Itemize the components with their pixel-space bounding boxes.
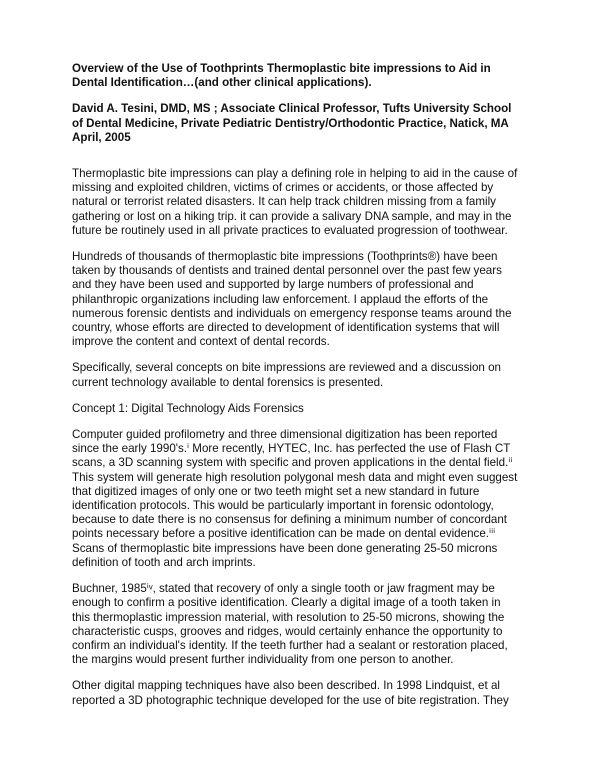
text-line: gathering or lost on a hiking trip. it can provide a salivary DNA sample, and may in the [72, 209, 512, 223]
text-line: definition of tooth and arch imprints. [72, 555, 256, 569]
text-line: Other digital mapping techniques have also been described. In 1998 Lindquist, et al [72, 679, 500, 693]
text-line: points necessary before a positive identification can be made on dental evidence.ⁱⁱⁱ [72, 527, 496, 541]
text-line: reported a 3D photographic technique developed for the use of bite registration. They [72, 693, 509, 707]
document-body [72, 167, 530, 708]
text-line: country, whose efforts are directed to development of identification systems that will [72, 321, 500, 335]
text-line: Hundreds of thousands of thermoplastic bite impressions (Toothprints®) have been [72, 250, 498, 264]
title-line: Dental Identification…(and other clinical applications). [72, 76, 372, 90]
date-line: April, 2005 [72, 130, 131, 144]
text-line: philanthropic organizations including law enforcement. I applaud the efforts of the [72, 292, 489, 306]
author-line: of Dental Medicine, Private Pediatric Dentistry/Orthodontic Practice, Natick, MA [72, 116, 509, 130]
specifically-paragraph [72, 361, 530, 389]
hundreds-paragraph [72, 250, 530, 349]
text-line: This system will generate high resolution polygonal mesh data and might even suggest [72, 470, 518, 484]
text-line: Scans of thermoplastic bite impressions have been done generating 25-50 microns [72, 541, 498, 555]
intro-paragraph [72, 167, 530, 238]
text-line: future be routinely used in all private practices to evaluated progression of toothwear. [72, 223, 508, 237]
concept-heading [72, 402, 530, 416]
text-line: numerous forensic dentists and individuals on emergency response teams around the [72, 306, 512, 320]
text-line: Buchner, 1985ⁱᵛ, stated that recovery of only a single tooth or jaw fragment may be [72, 582, 495, 596]
text-line: Concept 1: Digital Technology Aids Forensics [72, 401, 304, 415]
text-line: current technology available to dental forensics is presented. [72, 375, 384, 389]
text-line: natural or terrorist related disasters. It can help track children missing from a family [72, 195, 496, 209]
text-line: since the early 1990's.ⁱ More recently, HYTEC, Inc. has perfected the use of Flash CT [72, 442, 511, 456]
text-line: characteristic cusps, grooves and ridges, would certainly enhance the opportunity to [72, 624, 503, 638]
author-line: David A. Tesini, DMD, MS ; Associate Clinical Professor, Tufts University School [72, 102, 512, 116]
text-line: enough to confirm a positive identification. Clearly a digital image of a tooth taken in [72, 596, 501, 610]
text-line: and they have been used and supported by large numbers of professional and [72, 278, 474, 292]
author-block [72, 102, 530, 145]
text-line: missing and exploited children, victims of crimes or accidents, or those affected by [72, 181, 494, 195]
text-line: that digitized images of only one or two teeth might set a new standard in future [72, 484, 480, 498]
other-mapping-paragraph [72, 679, 530, 707]
text-line: Thermoplastic bite impressions can play a defining role in helping to aid in the cause of [72, 167, 518, 181]
buchner-paragraph [72, 582, 530, 667]
text-line: the margins would present further individuality from one person to another. [72, 653, 454, 667]
text-line: Computer guided profilometry and three dimensional digitization has been reported [72, 428, 498, 442]
text-line: because to date there is no consensus for defining a minimum number of concordant [72, 513, 508, 527]
computer-guided-paragraph [72, 428, 530, 570]
text-line: identification protocols. This would be particularly important in forensic odontology, [72, 499, 494, 513]
text-line: scans, a 3D scanning system with specific and proven applications in the dental field.ⁱⁱ [72, 456, 513, 470]
document-title [72, 62, 530, 90]
text-line: taken by thousands of dentists and trained dental personnel over the past few years [72, 264, 502, 278]
text-line: confirm an individual's identity. If the teeth further had a sealant or restoration placed, [72, 638, 508, 652]
text-line: this thermoplastic impression material, with resolution to 25-50 microns, showing the [72, 610, 505, 624]
text-line: improve the content and context of dental records. [72, 335, 330, 349]
title-line: Overview of the Use of Toothprints Thermoplastic bite impressions to Aid in [72, 62, 491, 75]
text-line: Specifically, several concepts on bite impressions are reviewed and a discussion on [72, 361, 501, 375]
